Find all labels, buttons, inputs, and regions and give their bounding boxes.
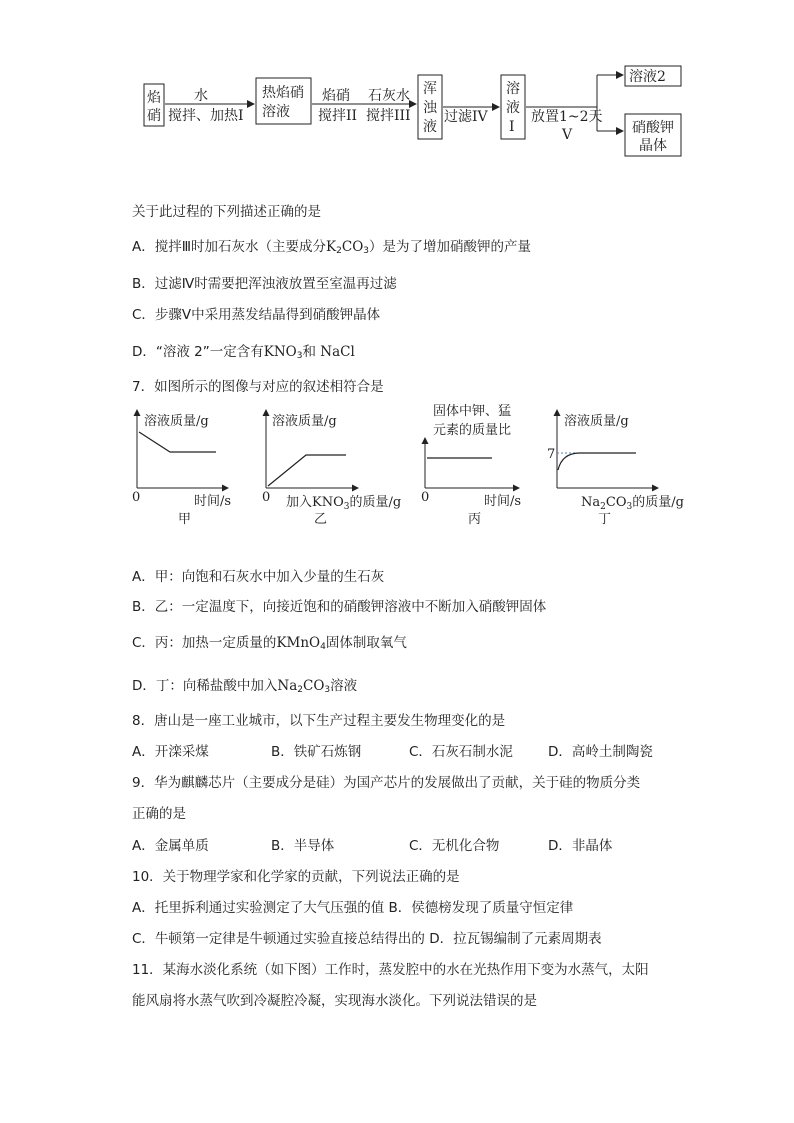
graph-yi	[262, 410, 401, 527]
graph-ding-curve	[558, 453, 636, 470]
subscript: 3	[296, 351, 303, 361]
arrow4-bottom-label: 过滤IV	[444, 109, 488, 125]
q8-option-a[interactable]: A．开滦采煤	[132, 744, 209, 760]
graph-bing-xlabel: 时间/s	[484, 494, 522, 509]
q9-option-a[interactable]: A．金属单质	[132, 838, 209, 854]
q9-option-b[interactable]: B．半导体	[271, 838, 335, 854]
arrow1-bottom-label: 搅拌、加热I	[168, 108, 244, 124]
arrow5-top-label: 放置1~2天	[531, 109, 603, 125]
q6-option-d[interactable]	[132, 343, 355, 361]
graph-jia-caption: 甲	[178, 512, 192, 527]
q9-stem-line-1: 9．华为麒麟芯片（主要成分是硅）为国产芯片的发展做出了贡献，关于硅的物质分类	[132, 775, 641, 791]
q6-d-post: 和 NaCl	[302, 344, 355, 360]
q8-option-d[interactable]: D．高岭土制陶瓷	[548, 744, 653, 760]
formula-part: Na	[277, 678, 298, 694]
box4-line1: 溶	[506, 81, 520, 97]
graph-jia-curve	[139, 432, 216, 452]
box3-line2: 浊	[423, 100, 437, 116]
formula-part: K	[326, 239, 337, 255]
arrow2-bottom-label: 搅拌II	[318, 108, 358, 124]
output-crystal-line2: 晶体	[639, 138, 667, 154]
output-solution-2: 溶液2	[629, 69, 666, 85]
graph-yi-ylabel: 溶液质量/g	[272, 414, 337, 429]
graph-jia-origin: 0	[132, 490, 141, 505]
q7-stem: 7．如图所示的图像与对应的叙述相符合是	[132, 379, 384, 395]
box1-line1: 焰	[147, 90, 161, 106]
q6-option-a[interactable]	[132, 238, 531, 256]
formula-part: KNO	[263, 344, 297, 360]
q7-option-c[interactable]	[132, 634, 407, 652]
q6-stem: 关于此过程的下列描述正确的是	[132, 204, 321, 220]
q7-d-post: 溶液	[330, 678, 358, 694]
formula-part: KMnO	[276, 635, 321, 651]
graph-bing-ylabel-1: 固体中钾、猛	[433, 404, 512, 419]
q10-options-cd[interactable]: C．牛顿第一定律是牛顿通过实验直接总结得出的 D．拉瓦锡编制了元素周期表	[132, 931, 602, 947]
q8-option-c[interactable]: C．石灰石制水泥	[409, 744, 513, 760]
graph-ding	[547, 410, 684, 527]
q7-graphs	[0, 400, 794, 530]
box3-line3: 液	[423, 119, 437, 135]
output-crystal-line1: 硝酸钾	[632, 120, 674, 136]
box4-line3: I	[509, 119, 515, 135]
q9-stem-line-2: 正确的是	[132, 806, 186, 822]
graph-ding-xlabel: $Na_2CO_3$的质量/g	[581, 495, 684, 512]
formula-part: CO	[303, 678, 325, 694]
arrow3-top-label: 石灰水	[368, 88, 410, 104]
q7-d-pre: D．丁：向稀盐酸中加入	[132, 678, 278, 694]
q6-d-pre: D．“溶液 2”一定含有	[132, 344, 264, 360]
q10-options-ab[interactable]: A．托里拆利通过实验测定了大气压强的值 B．侯德榜发现了质量守恒定律	[132, 900, 574, 916]
q7-option-b[interactable]: B．乙：一定温度下，向接近饱和的硝酸钾溶液中不断加入硝酸钾固体	[132, 599, 547, 615]
q9-option-d[interactable]: D．非晶体	[548, 838, 613, 854]
q6-a-post: ）是为了增加硝酸钾的产量	[369, 239, 532, 255]
q8-stem: 8．唐山是一座工业城市，以下生产过程主要发生物理变化的是	[132, 713, 506, 729]
q11-stem-line-2: 能风扇将水蒸气吹到冷凝腔冷凝，实现海水淡化。下列说法错误的是	[132, 993, 537, 1009]
graph-yi-origin: 0	[262, 490, 271, 505]
box4-line2: 液	[506, 100, 520, 116]
graph-yi-xlabel: 加入$KNO_3$的质量/g	[286, 495, 402, 512]
graph-bing-ylabel-2: 元素的质量比	[433, 423, 512, 438]
graph-yi-curve	[268, 455, 346, 486]
q8-options	[132, 743, 692, 761]
q7-option-a[interactable]: A．甲：向饱和石灰水中加入少量的生石灰	[132, 569, 385, 585]
box3-line1: 浑	[423, 81, 437, 97]
graph-ding-ylabel: 溶液质量/g	[564, 414, 629, 429]
box1-line2: 硝	[147, 108, 161, 124]
formula-part: CO	[341, 239, 364, 255]
box2-line1: 热焰硝	[262, 85, 304, 101]
graph-bing-origin: 0	[421, 490, 430, 505]
q8-option-b[interactable]: B．铁矿石炼钢	[271, 744, 362, 760]
subscript: 4	[320, 642, 326, 652]
subscript: 3	[363, 246, 370, 256]
arrow5-bottom-label: V	[562, 127, 573, 143]
graph-jia-xlabel: 时间/s	[194, 494, 232, 509]
arrow2-top-label: 焰硝	[322, 88, 350, 104]
q6-option-c[interactable]: C．步骤Ⅴ中采用蒸发结晶得到硝酸钾晶体	[132, 307, 381, 323]
graph-jia-ylabel: 溶液质量/g	[144, 414, 209, 429]
graph-jia	[132, 410, 231, 527]
q9-option-c[interactable]: C．无机化合物	[409, 838, 500, 854]
graph-ding-tick: 7	[547, 447, 556, 462]
graph-ding-caption: 丁	[598, 512, 612, 527]
box2-line2: 溶液	[262, 104, 290, 120]
arrow1-top-label: 水	[194, 88, 208, 104]
arrow3-bottom-label: 搅拌III	[366, 108, 411, 124]
subscript: 2	[336, 246, 342, 256]
q11-stem-line-1: 11．某海水淡化系统（如下图）工作时，蒸发腔中的水在光热作用下变为水蒸气，太阳	[132, 962, 649, 978]
graph-bing	[421, 403, 521, 527]
q7-c-pre: C．丙：加热一定质量的	[132, 635, 277, 651]
q7-c-post: 固体制取氧气	[325, 635, 407, 651]
q6-a-pre: A．搅拌Ⅲ时加石灰水（主要成分	[132, 239, 327, 255]
q9-options	[132, 837, 692, 855]
q6-option-b[interactable]: B．过滤Ⅳ时需要把浑浊液放置至室温再过滤	[132, 276, 397, 292]
subscript: 3	[324, 685, 331, 695]
q7-option-d[interactable]	[132, 677, 357, 695]
subscript: 2	[297, 685, 304, 695]
process-flow-diagram	[0, 0, 794, 170]
q10-stem: 10．关于物理学家和化学家的贡献，下列说法正确的是	[132, 869, 460, 885]
graph-yi-caption: 乙	[314, 512, 328, 527]
graph-bing-caption: 丙	[468, 512, 482, 527]
